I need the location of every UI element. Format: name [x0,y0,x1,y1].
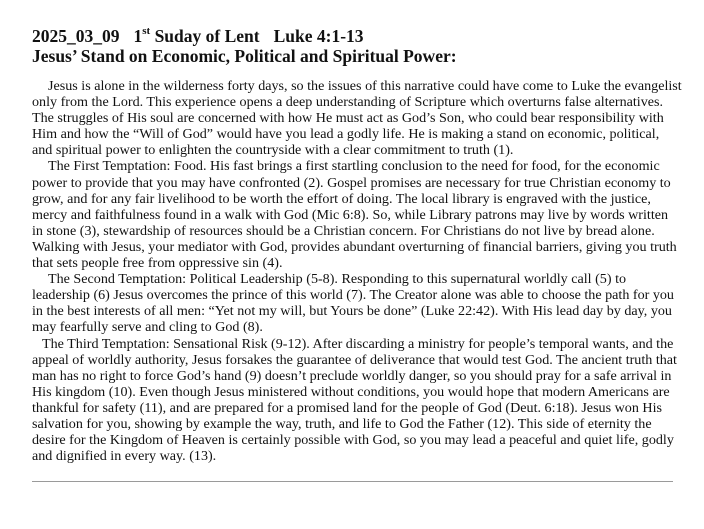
bottom-divider [32,481,673,482]
paragraph-second-temptation: The Second Temptation: Political Leadership (5-8). Responding to this supernatural worldly call (5) to leadership (6) Jesus overcomes the prince of this world (7). The Creator alone was able to choose the path for you in the best interests of all men: “Yet not my will, but Yours be done” (Luke 22:42). With His lead day by day, you may fearfully serve and cling to God (8). [32,271,674,336]
sunday-number: 1 [133,26,143,46]
paragraph-third-temptation: The Third Temptation: Sensational Risk (9-12). After discarding a ministry for people’s temporal wants, and the appeal of worldly authority, Jesus forsakes the guarantee of deliverance that would test God. The ancient truth that man has no right to force God’s hand (9) doesn’t preclude worldly danger, so you should pray for a safe arrival in His kingdom (10). Even though Jesus ministered without conditions, you would hope that modern Americans are thankful for safety (11), and are prepared for a promised land for the people of God (Deut. 6:18). Jesus won His salvation for you, showing by example the way, truth, and life to God the Father (12). This side of eternity the desire for the Kingdom of Heaven is certainly possible with God, so you may lead a peaceful and quiet life, godly and dignified in every way. (13). [32,335,677,465]
paragraph-intro: Jesus is alone in the wilderness forty days, so the issues of this narrative could have come to Luke the evangelist only from the Lord. This experience opens a deep understanding of Scripture which overturns false alternatives. The struggles of His soul are concerned with how He must act as God’s Son, who could bear responsibility with Him and how the “Will of God” would have you lead a godly life. He is making a stand on economic, political, and spiritual power to enlighten the countryside with a clear commitment to truth (1). [32,78,682,159]
sermon-title: Jesus’ Stand on Economic, Political and Spiritual Power: [32,46,457,66]
paragraph-first-temptation: The First Temptation: Food. His fast brings a first startling conclusion to the need for food, for the economic power to provide that you may have confronted (2). Gospel promises are necessary for true Christian economy to grow, and for any fair livelihood to be worth the effort of doing. The local library is engraved with the justice, mercy and faithfulness found in a walk with God (Mic 6:8). So, while Library patrons may live by words written in stone (3), stewardship of resources should be a Christian concern. For Christians do not live by bread alone. Walking with Jesus, your mediator with God, provides abundant overturning of financial barriers, giving you truth that sets people free from oppressive sin (4). [32,158,677,272]
date-line [32,26,682,46]
sermon-date: 2025_03_09 [32,26,120,46]
sunday-suffix: st [142,25,151,38]
scripture-reference: Luke 4:1-13 [273,26,364,46]
sermon-body [32,78,682,464]
sunday-label: Suday of Lent [154,26,260,46]
sermon-header [32,26,682,66]
